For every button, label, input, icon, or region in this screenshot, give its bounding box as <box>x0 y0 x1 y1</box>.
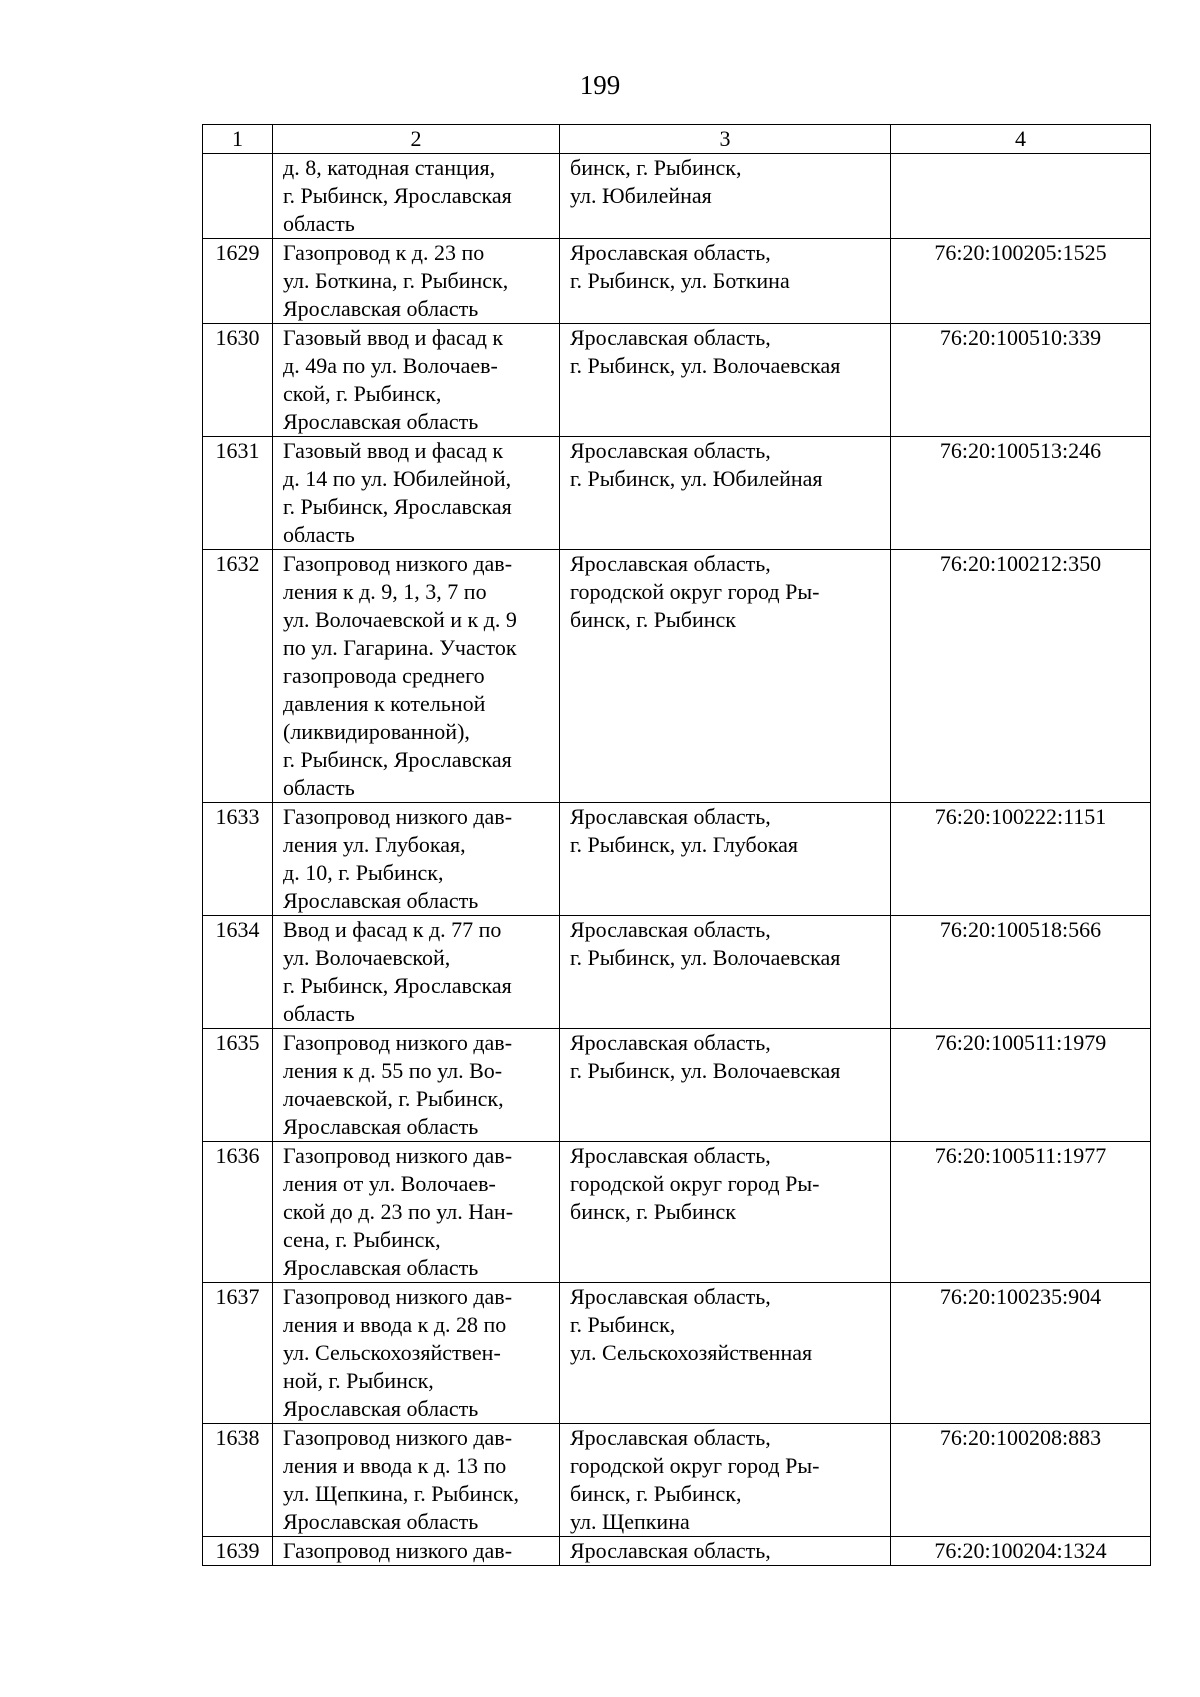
object-name: Газопровод к д. 23 по ул. Боткина, г. Рыбинск, Ярославская область <box>273 239 560 324</box>
cadastral-number: 76:20:100204:1324 <box>891 1537 1151 1566</box>
object-address: Ярославская область, г. Рыбинск, ул. Глубокая <box>560 803 891 916</box>
cadastral-number: 76:20:100511:1977 <box>891 1142 1151 1283</box>
row-number: 1630 <box>203 324 273 437</box>
column-header-4: 4 <box>891 125 1151 154</box>
object-address: Ярославская область, г. Рыбинск, ул. Сельскохозяйственная <box>560 1283 891 1424</box>
object-address: Ярославская область, г. Рыбинск, ул. Волочаевская <box>560 916 891 1029</box>
object-name: Газопровод низкого дав- ления и ввода к д. 28 по ул. Сельскохозяйствен- ной, г. Рыбинск, Ярославская область <box>273 1283 560 1424</box>
object-address: Ярославская область, г. Рыбинск, ул. Волочаевская <box>560 324 891 437</box>
object-name: Газопровод низкого дав- ления и ввода к д. 13 по ул. Щепкина, г. Рыбинск, Ярославская область <box>273 1424 560 1537</box>
cadastral-number: 76:20:100510:339 <box>891 324 1151 437</box>
column-header-1: 1 <box>203 125 273 154</box>
object-address: Ярославская область, г. Рыбинск, ул. Боткина <box>560 239 891 324</box>
cadastral-number: 76:20:100513:246 <box>891 437 1151 550</box>
object-address: Ярославская область, <box>560 1537 891 1566</box>
column-header-2: 2 <box>273 125 560 154</box>
row-number: 1629 <box>203 239 273 324</box>
cadastral-number: 76:20:100222:1151 <box>891 803 1151 916</box>
object-address: Ярославская область, г. Рыбинск, ул. Волочаевская <box>560 1029 891 1142</box>
row-number: 1632 <box>203 550 273 803</box>
row-number: 1636 <box>203 1142 273 1283</box>
table-row <box>203 803 1151 916</box>
page-number: 199 <box>579 70 621 100</box>
object-name: Газовый ввод и фасад к д. 14 по ул. Юбилейной, г. Рыбинск, Ярославская область <box>273 437 560 550</box>
object-name: Газопровод низкого дав- ления к д. 9, 1, 3, 7 по ул. Волочаевской и к д. 9 по ул. Гагарина. Участок газопровода среднего давления к котельной (ликвидированной), г. Рыбинск, Ярославская область <box>273 550 560 803</box>
row-number <box>203 154 273 239</box>
cadastral-number: 76:20:100518:566 <box>891 916 1151 1029</box>
property-table <box>202 124 1151 1566</box>
object-name: Ввод и фасад к д. 77 по ул. Волочаевской, г. Рыбинск, Ярославская область <box>273 916 560 1029</box>
object-address: Ярославская область, г. Рыбинск, ул. Юбилейная <box>560 437 891 550</box>
table-row <box>203 1029 1151 1142</box>
table-row <box>203 1424 1151 1537</box>
cadastral-number: 76:20:100235:904 <box>891 1283 1151 1424</box>
cadastral-number: 76:20:100511:1979 <box>891 1029 1151 1142</box>
table-row <box>203 916 1151 1029</box>
object-address: Ярославская область, городской округ город Ры- бинск, г. Рыбинск, ул. Щепкина <box>560 1424 891 1537</box>
cadastral-number: 76:20:100208:883 <box>891 1424 1151 1537</box>
column-header-3: 3 <box>560 125 891 154</box>
row-number: 1635 <box>203 1029 273 1142</box>
table-row <box>203 1537 1151 1566</box>
object-name: Газопровод низкого дав- ления к д. 55 по ул. Во- лочаевской, г. Рыбинск, Ярославская область <box>273 1029 560 1142</box>
cadastral-number <box>891 154 1151 239</box>
object-address: Ярославская область, городской округ город Ры- бинск, г. Рыбинск <box>560 550 891 803</box>
table-row <box>203 550 1151 803</box>
table-row <box>203 1283 1151 1424</box>
object-name: Газопровод низкого дав- ления ул. Глубокая, д. 10, г. Рыбинск, Ярославская область <box>273 803 560 916</box>
row-number: 1639 <box>203 1537 273 1566</box>
cadastral-number: 76:20:100205:1525 <box>891 239 1151 324</box>
object-name: Газопровод низкого дав- ления от ул. Волочаев- ской до д. 23 по ул. Нан- сена, г. Рыбинск, Ярославская область <box>273 1142 560 1283</box>
object-name: д. 8, катодная станция, г. Рыбинск, Ярославская область <box>273 154 560 239</box>
table-row <box>203 1142 1151 1283</box>
table-row <box>203 239 1151 324</box>
object-name: Газовый ввод и фасад к д. 49а по ул. Волочаев- ской, г. Рыбинск, Ярославская область <box>273 324 560 437</box>
object-address: бинск, г. Рыбинск, ул. Юбилейная <box>560 154 891 239</box>
cadastral-number: 76:20:100212:350 <box>891 550 1151 803</box>
row-number: 1634 <box>203 916 273 1029</box>
object-address: Ярославская область, городской округ город Ры- бинск, г. Рыбинск <box>560 1142 891 1283</box>
table-header-row <box>203 125 1151 154</box>
object-name: Газопровод низкого дав- <box>273 1537 560 1566</box>
row-number: 1637 <box>203 1283 273 1424</box>
row-number: 1638 <box>203 1424 273 1537</box>
table-row <box>203 437 1151 550</box>
row-number: 1631 <box>203 437 273 550</box>
row-number: 1633 <box>203 803 273 916</box>
table-row <box>203 324 1151 437</box>
table-row <box>203 154 1151 239</box>
